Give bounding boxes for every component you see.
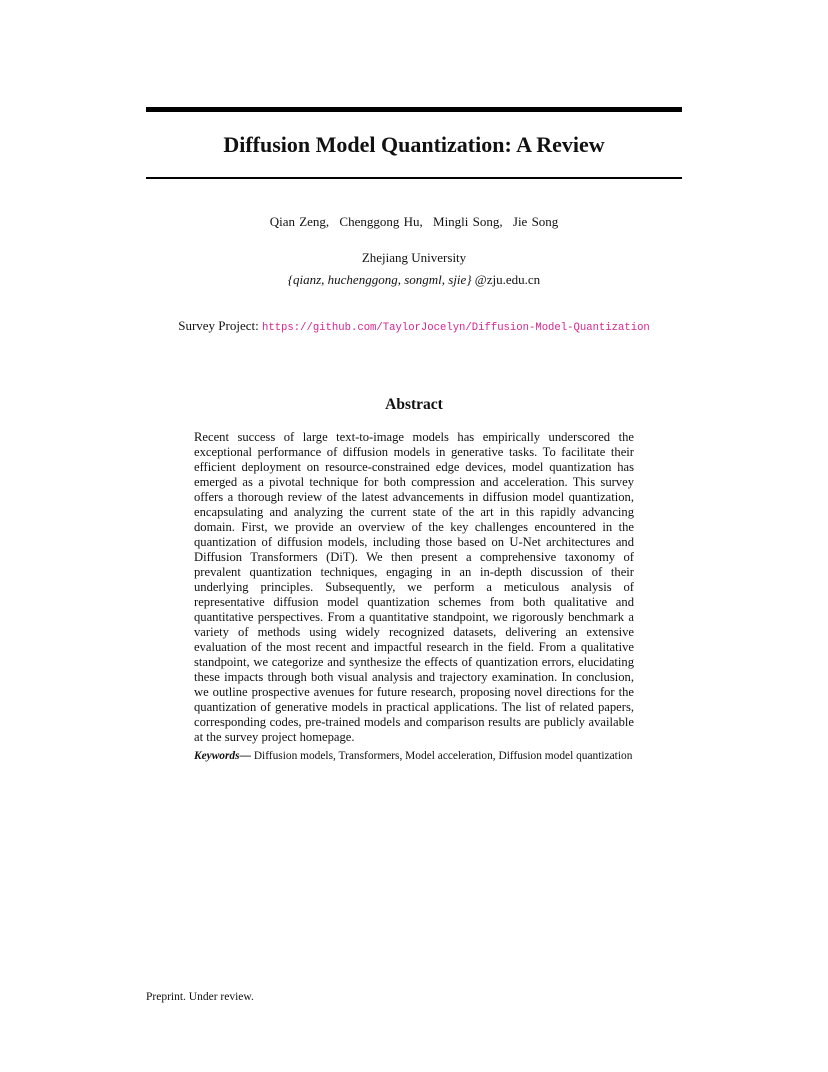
author-name: Mingli Song, xyxy=(433,214,503,229)
abstract-body: Recent success of large text-to-image models has empirically underscored the exceptional performance of diffusion models in generative tasks. To facilitate their efficient deployment on resource-constrained edge devices, model quantization has emerged as a pivotal technique for both compression and acceleration. This survey offers a thorough review of the latest advancements in diffusion model quantization, encapsulating and analyzing the current state of the art in this rapidly advancing domain. First, we provide an overview of the key challenges encountered in the quantization of diffusion models, including those based on U-Net architectures and Diffusion Transformers (DiT). We then present a comprehensive taxonomy of prevalent quantization techniques, engaging in an in-depth discussion of their underlying principles. Subsequently, we perform a meticulous analysis of representative diffusion model quantization schemes from both qualitative and quantitative perspectives. From a quantitative standpoint, we rigorously benchmark a variety of methods using widely recognized datasets, delivering an extensive evaluation of the most recent and impactful research in the field. From a qualitative standpoint, we categorize and synthesize the effects of quantization errors, elucidating these impacts through both visual analysis and trajectory examination. In conclusion, we outline prospective avenues for future research, proposing novel directions for the quantization of generative models in practical applications. The list of related papers, corresponding codes, pre-trained models and comparison results are publicly available at the survey project homepage. xyxy=(194,430,634,744)
author-name: Jie Song xyxy=(512,214,559,229)
author-emails xyxy=(146,272,682,288)
affiliation: Zhejiang University xyxy=(361,250,467,265)
email-handles: {qianz, huchenggong, songml, sjie} xyxy=(287,272,472,287)
survey-project-label: Survey Project: xyxy=(178,318,259,333)
survey-project-link[interactable]: https://github.com/TaylorJocelyn/Diffusion-Model-Quantization xyxy=(261,322,650,334)
abstract-heading: Abstract xyxy=(385,396,443,413)
keywords-line xyxy=(194,749,674,764)
preprint-footer: Preprint. Under review. xyxy=(146,991,254,1003)
keywords-label: Keywords— xyxy=(194,750,251,762)
author-name: Chenggong Hu, xyxy=(339,214,423,229)
keywords-text: Diffusion models, Transformers, Model acceleration, Diffusion model quantization xyxy=(253,750,633,762)
author-name: Qian Zeng, xyxy=(269,214,330,229)
title-rule-top xyxy=(146,107,682,112)
title-rule-bottom xyxy=(146,177,682,179)
survey-project-line xyxy=(146,318,682,336)
paper-title: Diffusion Model Quantization: A Review xyxy=(223,132,605,157)
author-list xyxy=(146,214,682,230)
email-domain: @zju.edu.cn xyxy=(474,272,541,287)
